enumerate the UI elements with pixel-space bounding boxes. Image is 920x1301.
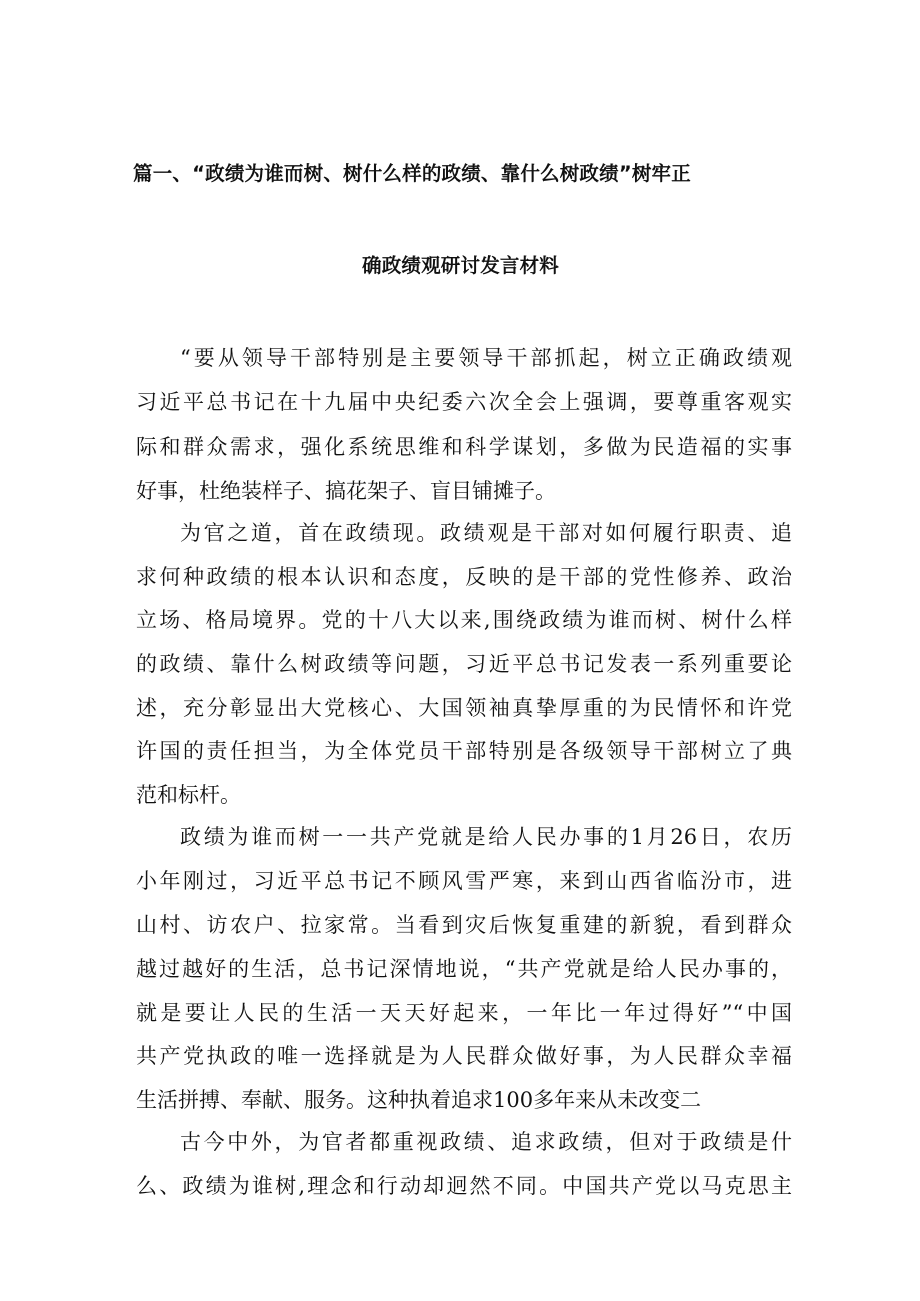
paragraph-1-line-4: 好事，杜绝装样子、搞花架子、盲目铺摊子。 — [136, 479, 556, 503]
paragraph-2-line-4: 的政绩、靠什么树政绩等问题，习近平总书记发表一系列重要论 — [136, 652, 792, 676]
paragraph-3-line-1: 政绩为谁而树一一共产党就是给人民办事的1月26日，农历 — [180, 825, 792, 849]
paragraph-3-line-2: 小年刚过，习近平总书记不顾风雪严寒，来到山西省临汾市，进 — [136, 869, 792, 893]
paragraph-3-line-3: 山村、访农户、拉家常。当看到灾后恢复重建的新貌，看到群众 — [136, 913, 792, 937]
paragraph-2-line-3: 立场、格局境界。党的十八大以来,围绕政绩为谁而树、树什么样 — [136, 608, 792, 632]
paragraph-4-line-2: 么、政绩为谁树,理念和行动却迥然不同。中国共产党以马克思主 — [136, 1174, 792, 1198]
paragraph-1-line-1: “要从领导干部特别是主要领导干部抓起，树立正确政绩观 — [180, 346, 792, 370]
paragraph-2-line-5: 述，充分彰显出大党核心、大国领袖真挚厚重的为民情怀和许党 — [136, 696, 792, 720]
paragraph-3-line-7: 生活拼搏、奉献、服务。这种执着追求100多年来从未改变二 — [136, 1088, 702, 1112]
document-title-line-2: 确政绩观研讨发言材料 — [362, 254, 560, 277]
paragraph-1-line-2: 习近平总书记在十九届中央纪委六次全会上强调，要尊重客观实 — [136, 390, 792, 414]
paragraph-3-line-5: 就是要让人民的生活一天天好起来，一年比一年过得好”“中国 — [136, 1001, 792, 1025]
paragraph-2-line-7: 范和标杆。 — [136, 783, 241, 807]
document-title-line-1: 篇一、“政绩为谁而树、树什么样的政绩、靠什么树政绩”树牢正 — [133, 162, 691, 185]
paragraph-1-line-3: 际和群众需求，强化系统思维和科学谋划，多做为民造福的实事 — [136, 435, 792, 459]
paragraph-3-line-4: 越过越好的生活，总书记深情地说，“共产党就是给人民办事的， — [136, 957, 792, 981]
paragraph-2-line-2: 求何种政绩的根本认识和态度，反映的是干部的党性修养、政治 — [136, 565, 792, 589]
paragraph-4-line-1: 古今中外，为官者都重视政绩、追求政绩，但对于政绩是什 — [180, 1130, 792, 1154]
paragraph-2-line-1: 为官之道，首在政绩现。政绩观是干部对如何履行职责、追 — [180, 521, 792, 545]
paragraph-3-line-6: 共产党执政的唯一选择就是为人民群众做好事，为人民群众幸福 — [136, 1044, 792, 1068]
paragraph-2-line-6: 许国的责任担当，为全体党员干部特别是各级领导干部树立了典 — [136, 739, 792, 763]
